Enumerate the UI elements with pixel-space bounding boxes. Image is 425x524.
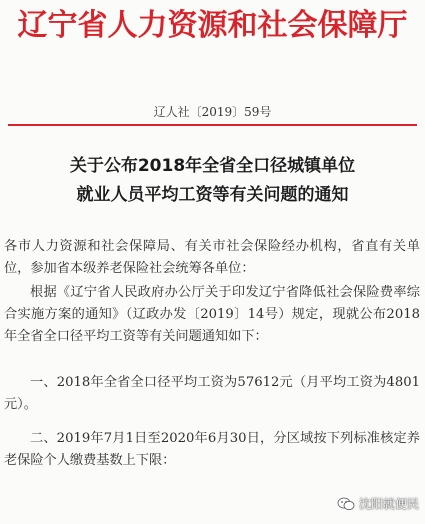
notice-title-line-1: 关于公布2018年全省全口径城镇单位	[69, 156, 356, 176]
wechat-watermark	[337, 495, 419, 512]
watermark-text: 沈阳就便民	[358, 497, 419, 511]
item-two-paragraph: 二、2019年7月1日至2020年6月30日，分区域按下列标准核定养老保险个人缴费基数上下限：	[4, 431, 420, 468]
notice-title-line-2: 就业人员平均工资等有关问题的通知	[76, 185, 349, 205]
wechat-icon	[337, 497, 355, 511]
item-one-paragraph: 一、2018年全省全口径平均工资为57612元（月平均工资为4801元）。	[4, 375, 420, 412]
notice-title	[0, 152, 425, 210]
basis-paragraph: 根据《辽宁省人民政府办公厅关于印发辽宁省降低社会保险费率综合实施方案的通知》（辽政办发〔2019〕14号）规定，现就公布2018年全省全口径平均工资等有关问题通知如下：	[4, 285, 420, 344]
addressee-paragraph: 各市人力资源和社会保障局、有关市社会保险经办机构，省直有关单位，参加省本级养老保险社会统筹各单位：	[4, 239, 420, 276]
header-divider	[8, 124, 417, 126]
document-number: 辽人社〔2019〕59号	[153, 105, 272, 119]
organization-title: 辽宁省人力资源和社会保障厅	[17, 8, 408, 43]
